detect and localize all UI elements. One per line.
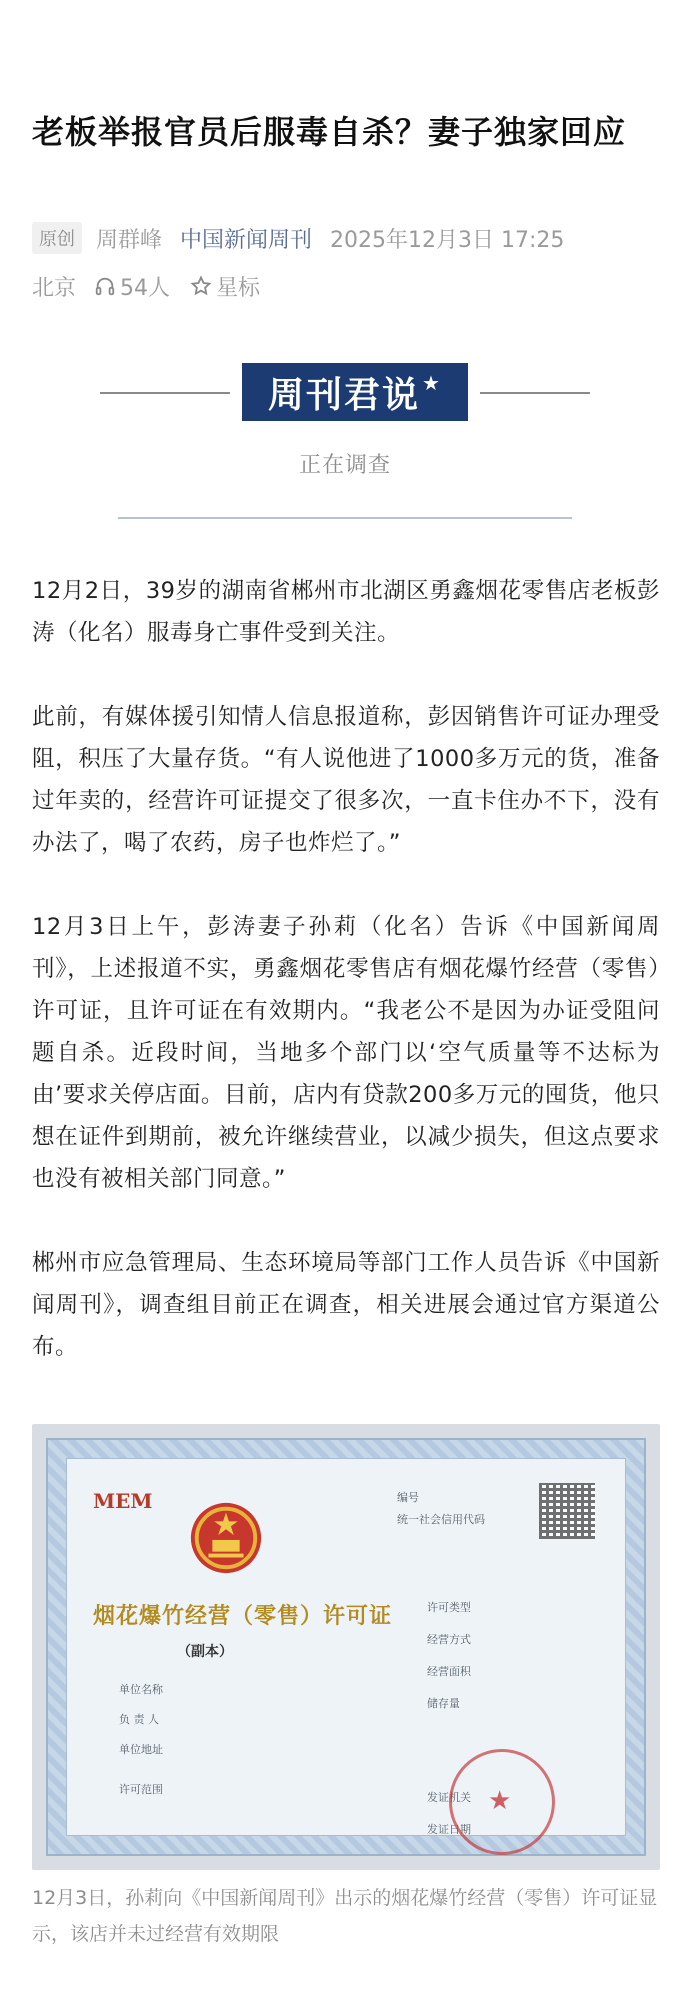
license-field-credit-code: 统一社会信用代码: [397, 1513, 485, 1526]
listen-button[interactable]: [94, 271, 170, 302]
license-field-issue-date: 发证日期: [427, 1823, 471, 1836]
license-border: [46, 1438, 646, 1856]
listener-count: 54人: [120, 275, 171, 301]
location-label: 北京: [32, 275, 77, 301]
license-field-number: 编号: [397, 1491, 419, 1504]
license-photo[interactable]: [32, 1424, 660, 1870]
banner-divider-left: [100, 392, 230, 394]
image-caption: 12月3日，孙莉向《中国新闻周刊》出示的烟花爆竹经营（零售）许可证显示，该店并未过经营有效期限: [32, 1887, 658, 1945]
author-name[interactable]: 周群峰: [96, 227, 163, 253]
license-field-mode: 经营方式: [427, 1633, 471, 1646]
license-field-scope: 许可范围: [119, 1783, 163, 1796]
headphones-icon: [94, 275, 116, 297]
banner-title: 周刊君说: [268, 374, 421, 416]
banner-star-icon: ★: [422, 371, 442, 395]
paragraph-1: 12月2日，39岁的湖南省郴州市北湖区勇鑫烟花零售店老板彭涛（化名）服毒身亡事件受到关注。: [32, 578, 660, 646]
license-title: 烟花爆竹经营（零售）许可证: [93, 1603, 393, 1629]
official-seal-icon: ★: [449, 1749, 555, 1855]
star-label: 星标: [216, 275, 261, 301]
banner-subtitle: 正在调查: [298, 453, 391, 478]
national-emblem-icon: [187, 1499, 265, 1577]
license-field-address: 单位地址: [119, 1743, 163, 1756]
banner-subtitle-divider: [118, 517, 572, 519]
paragraph-3: 12月3日上午，彭涛妻子孙莉（化名）告诉《中国新闻周刊》，上述报道不实，勇鑫烟花零售店有烟花爆竹经营（零售）许可证，且许可证在有效期内。“我老公不是因为办证受阻问题自杀。近段时间，当地多个部门以‘空气质量等不达标为由’要求关停店面。目前，店内有贷款200多万元的囤货，他只想在证件到期前，被允许继续营业，以减少损失，但这点要求也没有被相关部门同意。”: [32, 914, 660, 1192]
license-field-storage: 储存量: [427, 1697, 460, 1710]
banner-divider-right: [480, 392, 590, 394]
original-badge: 原创: [32, 222, 82, 254]
license-qr-code: [539, 1483, 595, 1539]
license-mem-logo: MEM: [93, 1489, 153, 1513]
license-copy-label: （副本）: [177, 1644, 233, 1660]
paragraph-4: 郴州市应急管理局、生态环境局等部门工作人员告诉《中国新闻周刊》，调查组目前正在调查，相关进展会通过官方渠道公布。: [32, 1250, 660, 1360]
license-field-owner: 负 责 人: [119, 1713, 159, 1726]
license-field-area: 经营面积: [427, 1665, 471, 1678]
paragraph-2: 此前，有媒体援引知情人信息报道称，彭因销售许可证办理受阻，积压了大量存货。“有人说他进了1000多万元的货，准备过年卖的，经营许可证提交了很多次，一直卡住办不下，没有办法了，喝了农药，房子也炸烂了。”: [32, 704, 660, 856]
article-title: 老板举报官员后服毒自杀？妻子独家回应: [32, 113, 627, 151]
section-banner: [242, 363, 468, 421]
license-field-name: 单位名称: [119, 1683, 163, 1696]
license-paper: [66, 1458, 626, 1836]
publisher-link[interactable]: 中国新闻周刊: [180, 227, 313, 253]
article-meta-secondary: [32, 270, 260, 302]
star-button[interactable]: [190, 271, 260, 302]
license-field-type: 许可类型: [427, 1601, 471, 1614]
license-field-issuer: 发证机关: [427, 1791, 471, 1804]
article-meta: [32, 222, 564, 254]
publish-datetime: 2025年12月3日 17:25: [330, 227, 565, 253]
star-icon: [190, 275, 212, 297]
